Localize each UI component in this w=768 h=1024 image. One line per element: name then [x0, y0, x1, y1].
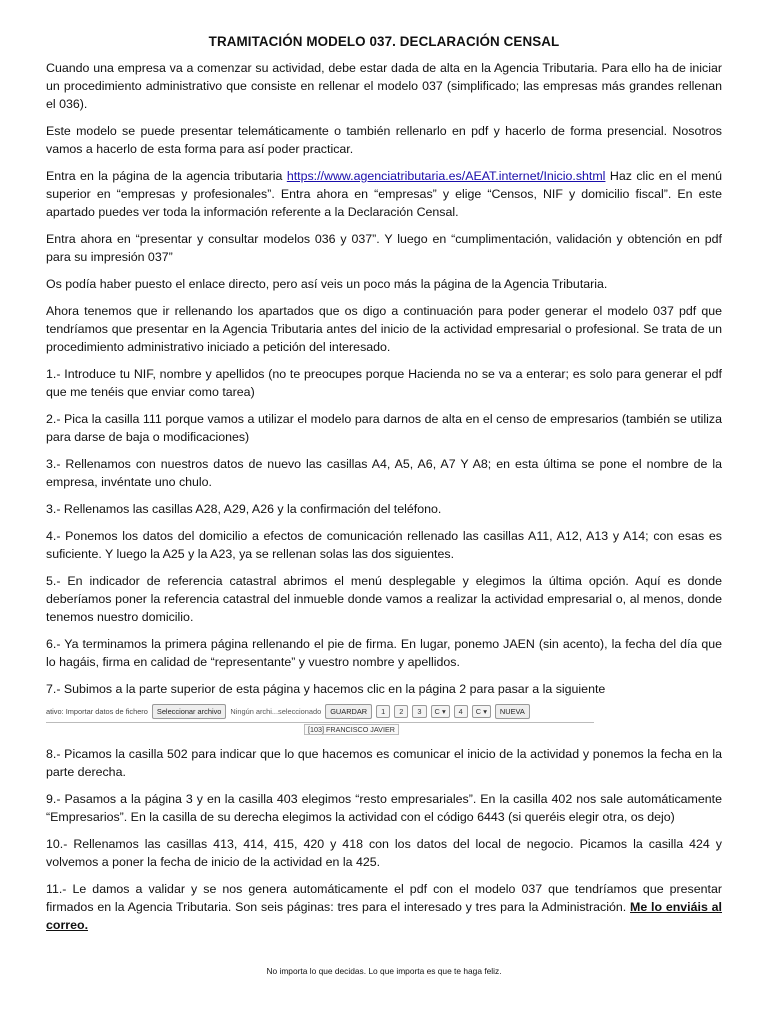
save-button[interactable]: GUARDAR	[325, 704, 372, 719]
send-by-email-note: Me lo enviáis al correo.	[46, 900, 722, 932]
paragraph-presentation: Este modelo se puede presentar telemáticamente o también rellenarlo en pdf y hacerlo de forma presencial. Nosotros vamos a hacerlo de esta forma para así poder practicar.	[46, 124, 722, 156]
toolbar-row	[46, 703, 530, 719]
name-field: [103] FRANCISCO JAVIER	[304, 724, 399, 735]
step-4: 4.- Ponemos los datos del domicilio a efectos de comunicación rellenado las casillas A11, A12, A13 y A14; con esas es suficiente. Y luego la A25 y la A23, ya se rellenan solas las dos siguientes.	[46, 529, 722, 561]
step-5: 5.- En indicador de referencia catastral abrimos el menú desplegable y elegimos la última opción. Aquí es donde deberíamos poner la referencia catastral del inmueble donde vamos a realizar la actividad empresarial o, al menos, donde tenemos nuestro domicilio.	[46, 574, 722, 624]
paragraph-agency-text-end: Haz clic en el menú superior en “empresas y profesionales”. Entra ahora en “empresas” y elige “Censos, NIF y domicilio fiscal”. En este apartado puedes ver toda la información referente a la Declaración Censal.	[46, 169, 722, 219]
chevron-down-icon: ▾	[441, 706, 446, 716]
footer-quote: No importa lo que decidas. Lo que importa es que te haga feliz.	[266, 966, 502, 976]
step-7: 7.- Subimos a la parte superior de esta página y hacemos clic en la página 2 para pasar a la siguiente	[46, 682, 606, 696]
toolbar-import-label: ativo: Importar datos de fichero	[46, 706, 148, 716]
step-10: 10.- Rellenamos las casillas 413, 414, 415, 420 y 418 con los datos del local de negocio. Picamos la casilla 424 y volvemos a poner la fecha de inicio de la actividad en la 425.	[46, 837, 722, 869]
page-4-button[interactable]: 4	[454, 705, 468, 718]
document-title: TRAMITACIÓN MODELO 037. DECLARACIÓN CENSAL	[208, 34, 560, 49]
step-8: 8.- Picamos la casilla 502 para indicar que lo que hacemos es comunicar el inicio de la actividad y ponemos la fecha en la parte derecha.	[46, 747, 722, 779]
file-status-text: Ningún archi...seleccionado	[230, 706, 322, 716]
paragraph-models: Entra ahora en “presentar y consultar modelos 036 y 037”. Y luego en “cumplimentación, validación y obtención en pdf para su impresión 037”	[46, 232, 722, 264]
page-3-select[interactable]	[431, 705, 450, 718]
select-file-button[interactable]: Seleccionar archivo	[152, 704, 227, 719]
step-2: 2.- Pica la casilla 111 porque vamos a utilizar el modelo para darnos de alta en el censo de empresarios (también se utiliza para darse de baja o modificaciones)	[46, 412, 722, 444]
page-4-select[interactable]	[472, 705, 491, 718]
step-11	[46, 880, 722, 934]
embedded-toolbar-screenshot	[46, 701, 594, 735]
agency-link[interactable]: https://www.agenciatributaria.es/AEAT.internet/Inicio.shtml	[286, 169, 606, 183]
new-button[interactable]: NUEVA	[495, 704, 530, 719]
step-3b: 3.- Rellenamos las casillas A28, A29, A26 y la confirmación del teléfono.	[46, 502, 442, 516]
paragraph-agency	[46, 167, 722, 221]
paragraph-agency-text-start: Entra en la página de la agencia tributaria	[46, 169, 287, 183]
chevron-down-icon: ▾	[483, 706, 487, 716]
page-4-select-value: C	[475, 706, 482, 716]
step-3a: 3.- Rellenamos con nuestros datos de nuevo las casillas A4, A5, A6, A7 Y A8; en esta última se pone el nombre de la empresa, invéntate uno chulo.	[46, 457, 722, 489]
paragraph-direct-link: Os podía haber puesto el enlace directo, pero así veis un poco más la página de la Agencia Tributaria.	[46, 277, 608, 291]
step-1: 1.- Introduce tu NIF, nombre y apellidos (no te preocupes porque Hacienda no se va a enterar; es solo para generar el pdf que me tenéis que enviar como tarea)	[46, 367, 722, 399]
page-1-button[interactable]: 1	[376, 705, 390, 718]
page-2-button[interactable]: 2	[394, 705, 408, 718]
step-9: 9.- Pasamos a la página 3 y en la casilla 403 elegimos “resto empresariales”. En la casilla 402 nos sale automáticamente “Empresarios”. En la casilla de su derecha elegimos la actividad con el código 6443 (si queréis elegir otra, os dejo)	[46, 792, 722, 824]
toolbar-divider	[46, 722, 594, 723]
paragraph-intro: Cuando una empresa va a comenzar su actividad, debe estar dada de alta en la Agencia Tributaria. Para ello ha de iniciar un procedimiento administrativo que consiste en rellenar el modelo 037 (simplificado; las empresas más grandes rellenan el 036).	[46, 61, 722, 111]
paragraph-steps-intro: Ahora tenemos que ir rellenando los apartados que os digo a continuación para poder generar el modelo 037 pdf que tendríamos que presentar en la Agencia Tributaria antes del inicio de la actividad empresarial o profesional. Se trata de un procedimiento administrativo iniciado a petición del interesado.	[46, 304, 722, 354]
page-3-button[interactable]: 3	[412, 705, 426, 718]
page-3-select-value: C	[434, 706, 440, 716]
step-6: 6.- Ya terminamos la primera página rellenando el pie de firma. En lugar, ponemo JAEN (sin acento), la fecha del día que lo hagáis, firma en calidad de “representante” y vuestro nombre y apellidos.	[46, 637, 722, 669]
document-page	[46, 34, 722, 943]
step-11-text: 11.- Le damos a validar y se nos genera automáticamente el pdf con el modelo 037 que tendríamos que presentar firmados en la Agencia Tributaria. Son seis páginas: tres para el interesado y tres para la Administración.	[46, 882, 722, 914]
